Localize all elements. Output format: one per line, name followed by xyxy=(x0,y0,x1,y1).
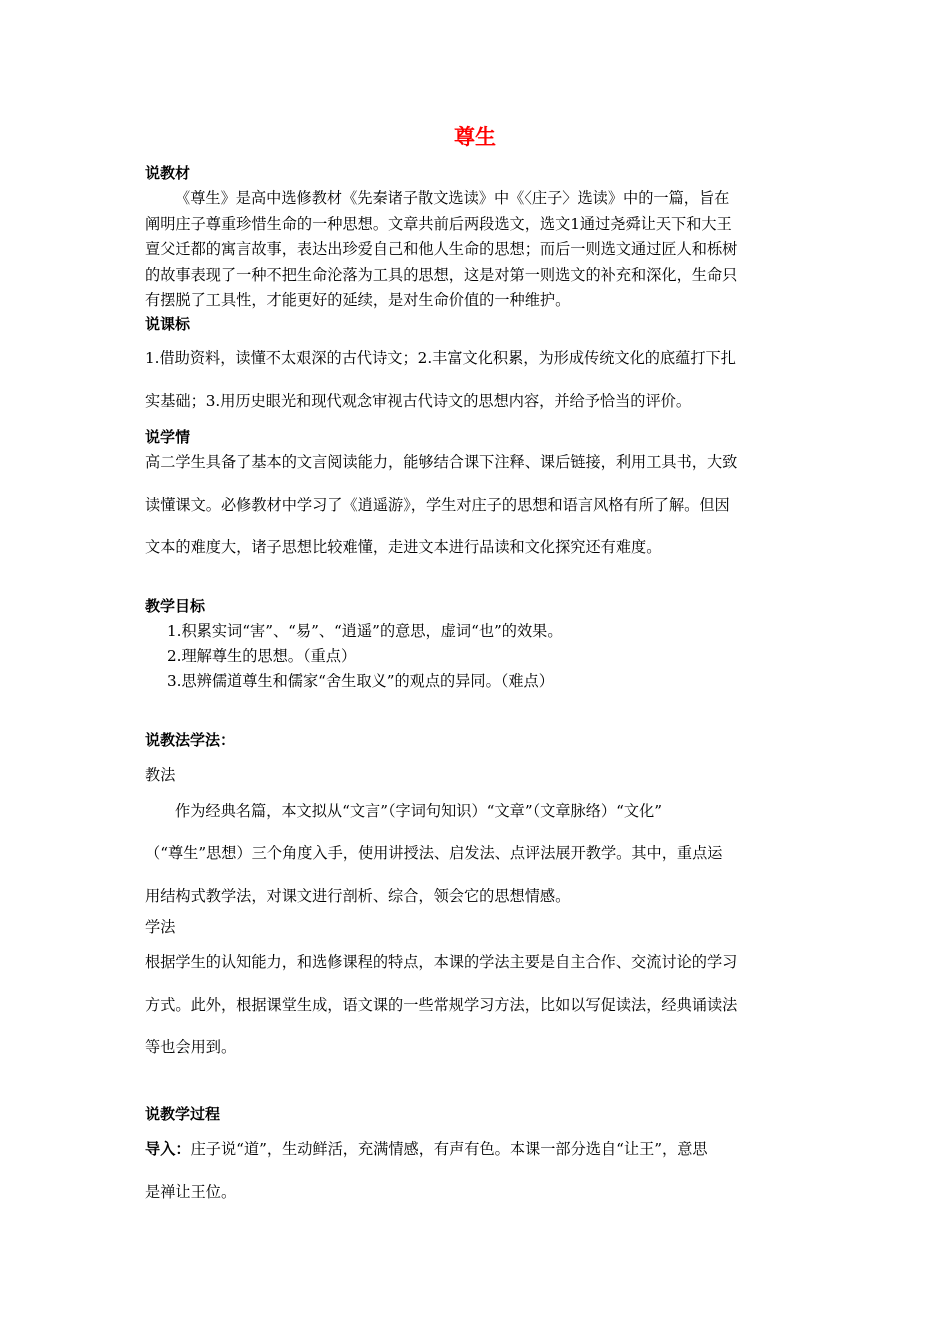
paragraph-line: （“尊生”思想）三个角度入手，使用讲授法、启发法、点评法展开教学。其中，重点运 xyxy=(145,844,723,862)
paragraph-line: 读懂课文。必修教材中学习了《逍遥游》，学生对庄子的思想和语言风格有所了解。但因 xyxy=(145,496,730,514)
paragraph-line: 用结构式教学法，对课文进行剖析、综合，领会它的思想情感。 xyxy=(145,887,571,905)
intro-label: 导入： xyxy=(145,1140,191,1158)
page-title: 尊生 xyxy=(454,125,496,149)
intro-text: 庄子说“道”，生动鲜活，充满情感，有声有色。本课一部分选自“让王”，意思 xyxy=(190,1140,708,1158)
paragraph-line: 的故事表现了一种不把生命沦落为工具的思想，这是对第一则选文的补充和深化，生命只 xyxy=(145,266,738,284)
paragraph-line: 作为经典名篇，本文拟从“文言”（字词句知识）“文章”（文章脉络）“文化” xyxy=(175,802,663,820)
paragraph-line: 亶父迁都的寓言故事，表达出珍爱自己和他人生命的思想；而后一则选文通过匠人和栎树 xyxy=(145,240,738,258)
objective-item: 1.积累实词“害”、“易”、“逍遥”的意思，虚词“也”的效果。 xyxy=(167,622,563,640)
subheading-learning-method: 学法 xyxy=(145,918,176,936)
paragraph-line: 等也会用到。 xyxy=(145,1038,237,1056)
paragraph-line: 1.借助资料，读懂不太艰深的古代诗文；2.丰富文化积累，为形成传统文化的底蕴打下扎 xyxy=(145,349,736,367)
paragraph-line: 有摆脱了工具性，才能更好的延续，是对生命价值的一种维护。 xyxy=(145,291,571,309)
paragraph-line: 高二学生具备了基本的文言阅读能力，能够结合课下注释、课后链接，利用工具书，大致 xyxy=(145,453,738,471)
subheading-teaching-method: 教法 xyxy=(145,766,176,784)
section-heading-students: 说学情 xyxy=(145,428,191,446)
paragraph-line: 方式。此外，根据课堂生成，语文课的一些常规学习方法，比如以写促读法，经典诵读法 xyxy=(145,996,738,1014)
paragraph-line: 阐明庄子尊重珍惜生命的一种思想。文章共前后两段选文，选文1通过尧舜让天下和大王 xyxy=(145,215,732,233)
paragraph-line: 实基础；3.用历史眼光和现代观念审视古代诗文的思想内容，并给予恰当的评价。 xyxy=(145,392,692,410)
section-heading-process: 说教学过程 xyxy=(145,1105,221,1123)
section-heading-methods: 说教法学法： xyxy=(145,731,236,749)
paragraph-line: 《尊生》是高中选修教材《先秦诸子散文选读》中《〈庄子〉选读》中的一篇，旨在 xyxy=(175,189,730,207)
objective-item: 2.理解尊生的思想。（重点） xyxy=(167,647,357,665)
paragraph-line: 是禅让王位。 xyxy=(145,1183,237,1201)
section-heading-standards: 说课标 xyxy=(145,315,191,333)
paragraph-line xyxy=(145,1137,810,1161)
paragraph-line: 文本的难度大，诸子思想比较难懂，走进文本进行品读和文化探究还有难度。 xyxy=(145,538,662,556)
section-heading-textbook: 说教材 xyxy=(145,164,191,182)
paragraph-line: 根据学生的认知能力，和选修课程的特点，本课的学法主要是自主合作、交流讨论的学习 xyxy=(145,953,738,971)
section-heading-objectives: 教学目标 xyxy=(145,597,206,615)
objective-item: 3.思辨儒道尊生和儒家“舍生取义”的观点的异同。（难点） xyxy=(167,672,554,690)
